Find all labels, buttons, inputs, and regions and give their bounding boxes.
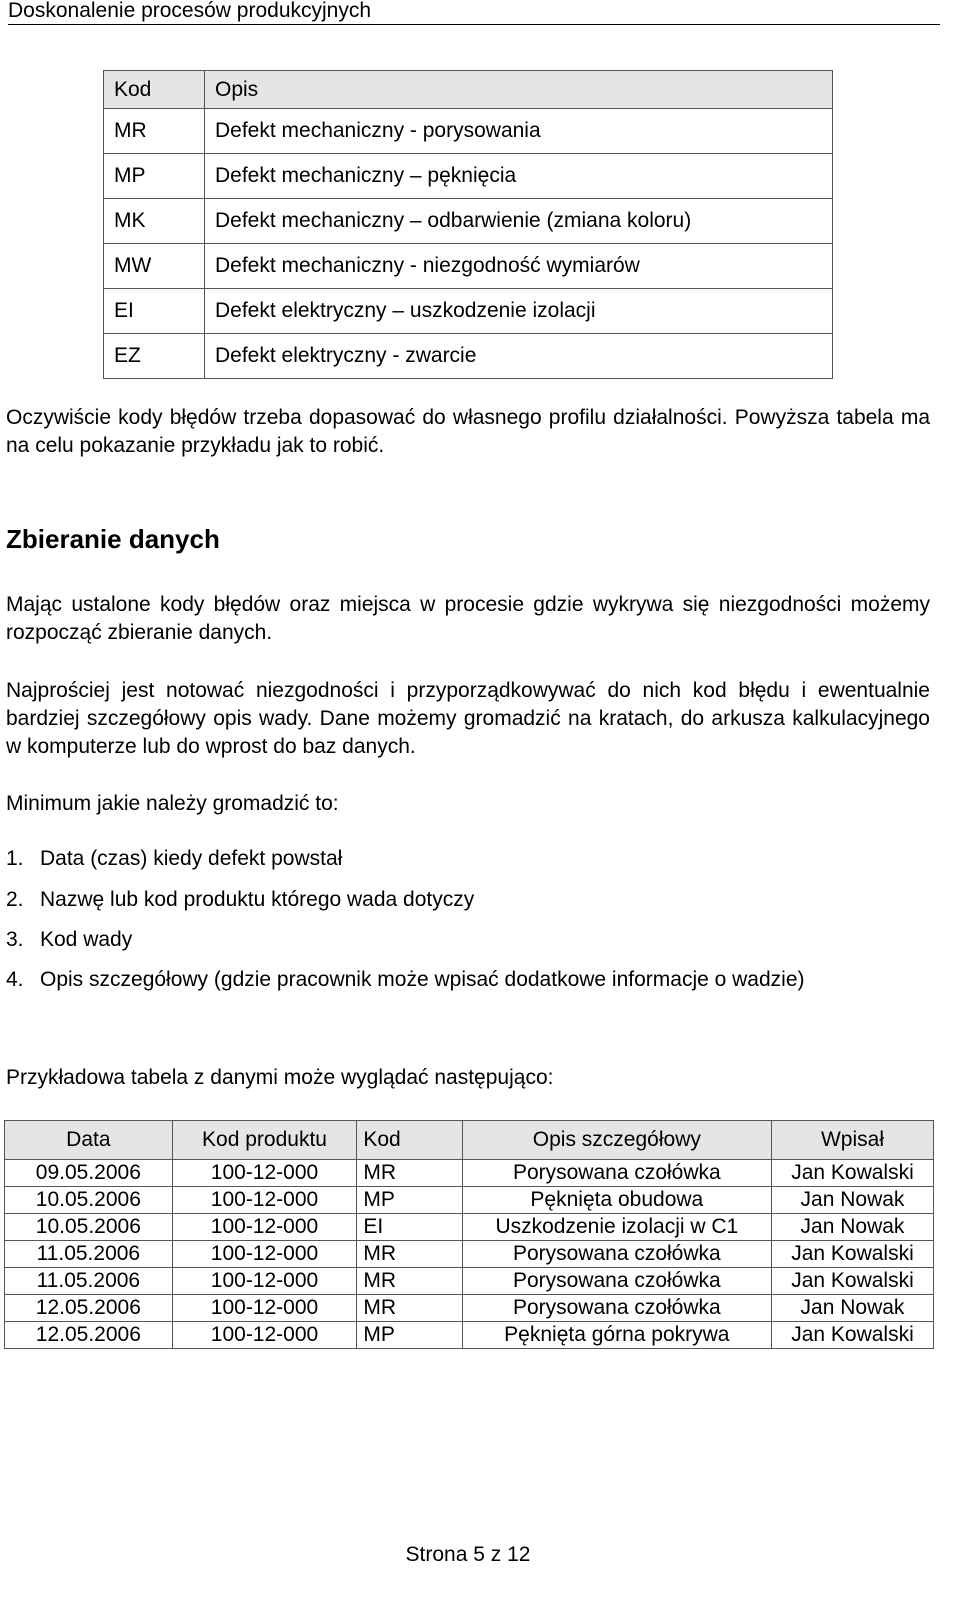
description-cell: Defekt mechaniczny – odbarwienie (zmiana koloru): [205, 199, 833, 244]
entered-by-cell: Jan Kowalski: [771, 1160, 933, 1187]
error-codes-table: [103, 70, 833, 379]
description-cell: Porysowana czołówka: [462, 1295, 771, 1322]
description-cell: Defekt elektryczny - zwarcie: [205, 334, 833, 379]
table-header-row: [104, 71, 833, 109]
description-cell: Porysowana czołówka: [462, 1241, 771, 1268]
list-number: 3.: [6, 928, 24, 951]
description-cell: Defekt mechaniczny – pęknięcia: [205, 154, 833, 199]
table-row: [104, 334, 833, 379]
column-header: Wpisał: [771, 1121, 933, 1160]
code-cell: MK: [104, 199, 205, 244]
column-header: Kod: [357, 1121, 462, 1160]
description-cell: Pęknięta górna pokrywa: [462, 1322, 771, 1349]
entered-by-cell: Jan Nowak: [771, 1187, 933, 1214]
date-cell: 12.05.2006: [5, 1295, 173, 1322]
date-cell: 09.05.2006: [5, 1160, 173, 1187]
code-cell: MW: [104, 244, 205, 289]
entered-by-cell: Jan Kowalski: [771, 1322, 933, 1349]
paragraph-codes-note: Oczywiście kody błędów trzeba dopasować do własnego profilu działalności. Powyższa tabela ma na celu pokazanie przykładu jak to robić.: [6, 406, 930, 457]
table-row: [5, 1268, 934, 1295]
defect-code-cell: MR: [357, 1295, 462, 1322]
description-cell: Defekt mechaniczny - niezgodność wymiarów: [205, 244, 833, 289]
column-header: Opis szczegółowy: [462, 1121, 771, 1160]
defect-code-cell: MP: [357, 1322, 462, 1349]
defect-code-cell: MR: [357, 1241, 462, 1268]
defect-code-cell: EI: [357, 1214, 462, 1241]
defect-code-cell: MR: [357, 1268, 462, 1295]
description-cell: Defekt mechaniczny - porysowania: [205, 109, 833, 154]
table-row: [5, 1322, 934, 1349]
product-code-cell: 100-12-000: [172, 1241, 357, 1268]
table-row: [5, 1214, 934, 1241]
paragraph-example: Przykładowa tabela z danymi może wyglądać następująco:: [6, 1066, 554, 1089]
code-cell: EI: [104, 289, 205, 334]
table-row: [104, 199, 833, 244]
code-cell: EZ: [104, 334, 205, 379]
description-cell: Porysowana czołówka: [462, 1268, 771, 1295]
defect-code-cell: MR: [357, 1160, 462, 1187]
product-code-cell: 100-12-000: [172, 1214, 357, 1241]
date-cell: 11.05.2006: [5, 1241, 173, 1268]
table-row: [104, 244, 833, 289]
list-text: Data (czas) kiedy defekt powstał: [40, 847, 343, 870]
product-code-cell: 100-12-000: [172, 1295, 357, 1322]
section-heading: Zbieranie danych: [6, 524, 220, 554]
entered-by-cell: Jan Kowalski: [771, 1268, 933, 1295]
code-cell: MP: [104, 154, 205, 199]
table-row: [5, 1187, 934, 1214]
column-header: Data: [5, 1121, 173, 1160]
date-cell: 12.05.2006: [5, 1322, 173, 1349]
description-cell: Pęknięta obudowa: [462, 1187, 771, 1214]
list-text: Nazwę lub kod produktu którego wada dotyczy: [40, 888, 475, 911]
paragraph-intro: Mając ustalone kody błędów oraz miejsca w procesie gdzie wykrywa się niezgodności możemy rozpocząć zbieranie danych.: [6, 593, 930, 644]
product-code-cell: 100-12-000: [172, 1268, 357, 1295]
column-header: Opis: [205, 71, 833, 109]
table-row: [104, 109, 833, 154]
date-cell: 11.05.2006: [5, 1268, 173, 1295]
column-header: Kod produktu: [172, 1121, 357, 1160]
description-cell: Uszkodzenie izolacji w C1: [462, 1214, 771, 1241]
defect-data-table: [4, 1120, 934, 1349]
product-code-cell: 100-12-000: [172, 1160, 357, 1187]
entered-by-cell: Jan Nowak: [771, 1214, 933, 1241]
product-code-cell: 100-12-000: [172, 1187, 357, 1214]
table-row: [104, 154, 833, 199]
list-number: 4.: [6, 968, 24, 991]
code-cell: MR: [104, 109, 205, 154]
product-code-cell: 100-12-000: [172, 1322, 357, 1349]
table-row: [5, 1241, 934, 1268]
description-cell: Porysowana czołówka: [462, 1160, 771, 1187]
list-number: 2.: [6, 888, 24, 911]
entered-by-cell: Jan Nowak: [771, 1295, 933, 1322]
page-header: Doskonalenie procesów produkcyjnych: [8, 0, 940, 25]
list-text: Opis szczegółowy (gdzie pracownik może wpisać dodatkowe informacje o wadzie): [40, 968, 805, 991]
page-number: Strona 5 z 12: [405, 1543, 531, 1566]
table-row: [5, 1160, 934, 1187]
list-text: Kod wady: [40, 928, 133, 951]
table-row: [5, 1295, 934, 1322]
paragraph-minimum: Minimum jakie należy gromadzić to:: [6, 792, 339, 815]
column-header: Kod: [104, 71, 205, 109]
defect-code-cell: MP: [357, 1187, 462, 1214]
list-number: 1.: [6, 847, 24, 870]
entered-by-cell: Jan Kowalski: [771, 1241, 933, 1268]
paragraph-method: Najprościej jest notować niezgodności i przyporządkowywać do nich kod błędu i ewentualnie bardziej szczegółowy opis wady. Dane możemy gromadzić na kratach, do arkusza kalkulacyjnego w komputerze lub do wprost do baz danych.: [6, 679, 930, 758]
table-row: [104, 289, 833, 334]
table-header-row: [5, 1121, 934, 1160]
description-cell: Defekt elektryczny – uszkodzenie izolacji: [205, 289, 833, 334]
date-cell: 10.05.2006: [5, 1214, 173, 1241]
date-cell: 10.05.2006: [5, 1187, 173, 1214]
